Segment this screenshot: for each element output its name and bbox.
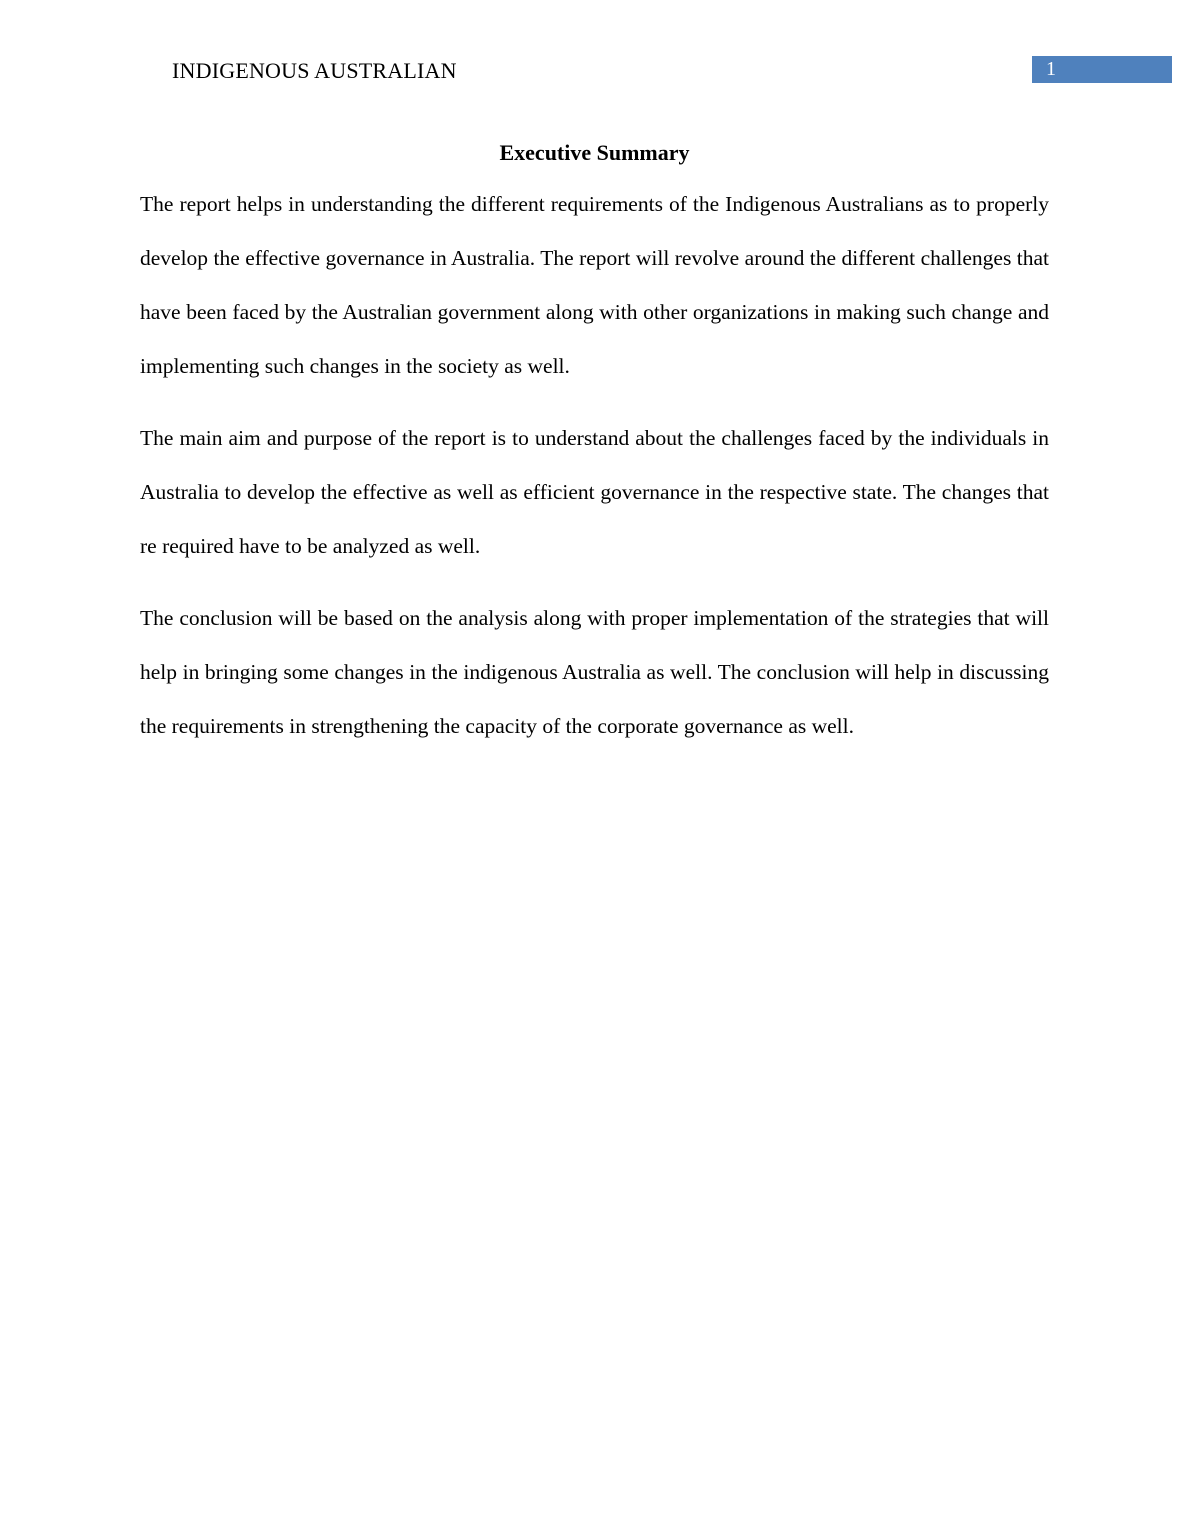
paragraph: The report helps in understanding the different requirements of the Indigenous Australians as to properly develop the effective governance in Australia. The report will revolve around the different challenges that have been faced by the Australian government along with other organizations in making such change and implementing such changes in the society as well. (140, 192, 1049, 378)
running-header-title: INDIGENOUS AUSTRALIAN (172, 58, 457, 83)
page-number-badge (1032, 56, 1172, 83)
page-number: 1 (1046, 58, 1056, 80)
paragraph: The main aim and purpose of the report is to understand about the challenges faced by the individuals in Australia to develop the effective as well as efficient governance in the respective state. The changes that re required have to be analyzed as well. (140, 426, 1049, 558)
paragraph: The conclusion will be based on the analysis along with proper implementation of the strategies that will help in bringing some changes in the indigenous Australia as well. The conclusion will help in discussing the requirements in strengthening the capacity of the corporate governance as well. (140, 606, 1049, 738)
section-heading: Executive Summary (499, 140, 690, 165)
